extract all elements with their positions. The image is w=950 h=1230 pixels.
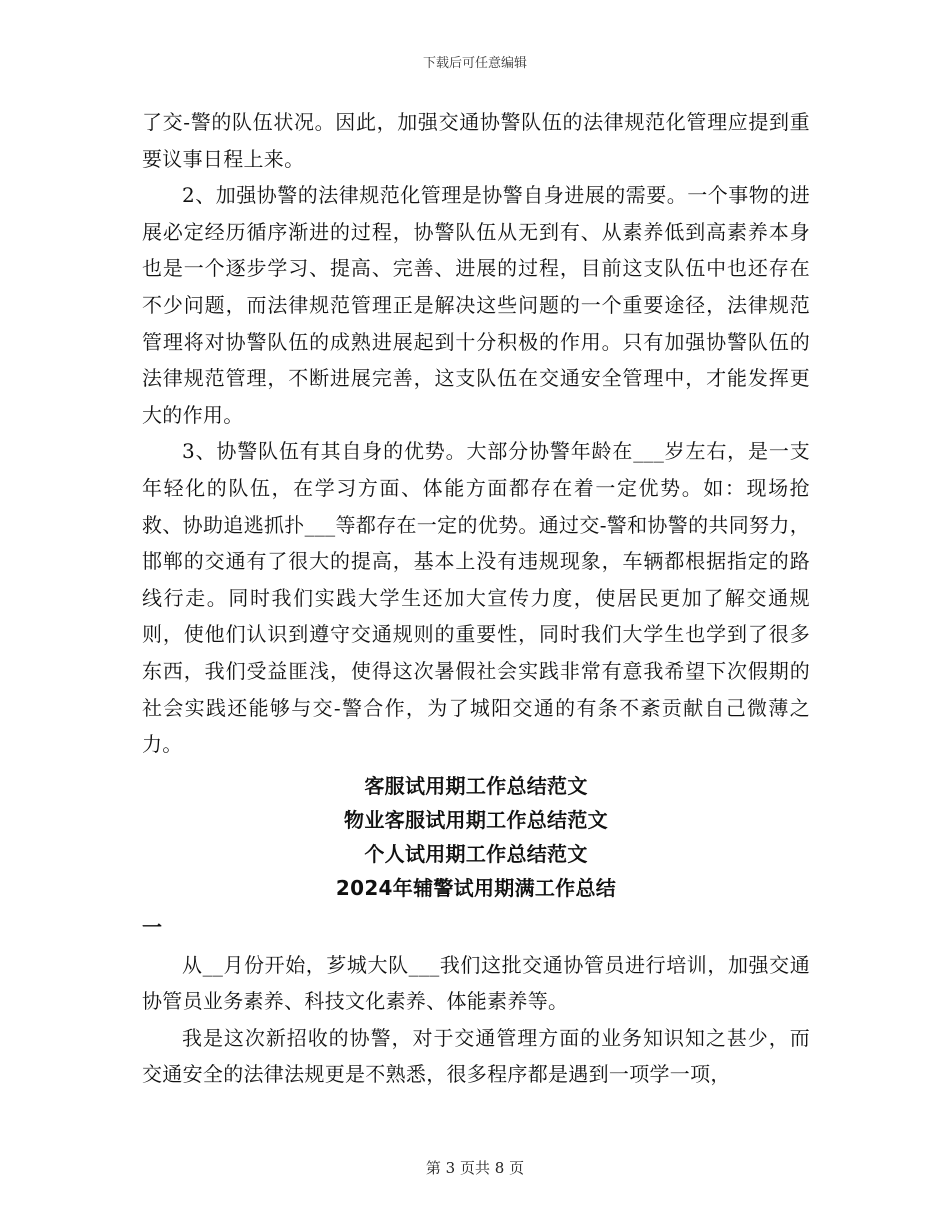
related-title: 个人试用期工作总结范文 [364,841,588,866]
paragraph: 了交-警的队伍状况。因此，加强交通协警队伍的法律规范化管理应提到重要议事日程上来。 [142,110,810,171]
section-marker: 一 [142,914,163,939]
page-footer: 第 3 页共 8 页 [425,1159,525,1177]
related-titles [142,769,810,905]
paragraph: 我是这次新招收的协警，对于交通管理方面的业务知识知之甚少，而交通安全的法律法规更是不熟悉，很多程序都是遇到一项学一项， [142,1025,810,1087]
paragraph: 从__月份开始，芗城大队___我们这批交通协管员进行培训，加强交通协管员业务素养、科技文化素养、体能素养等。 [142,952,810,1014]
paragraph: 2、加强协警的法律规范化管理是协警自身进展的需要。一个事物的进展必定经历循序渐进的过程，协警队伍从无到有、从素养低到高素养本身也是一个逐步学习、提高、完善、进展的过程，目前这支队伍中也还存在不少问题，而法律规范管理正是解决这些问题的一个重要途径，法律规范管理将对协警队伍的成熟进展起到十分积极的作用。只有加强协警队伍的法律规范管理，不断进展完善，这支队伍在交通安全管理中，才能发挥更大的作用。 [142,183,810,427]
page-header: 下载后可任意编辑 [422,56,527,71]
paragraphs-bottom [142,947,810,1093]
related-title: 物业客服试用期工作总结范文 [344,807,608,832]
related-title: 客服试用期工作总结范文 [364,773,588,798]
paragraphs-top [142,104,810,763]
related-title: 2024年辅警试用期满工作总结 [335,875,617,900]
paragraph: 3、协警队伍有其自身的优势。大部分协警年龄在___岁左右，是一支年轻化的队伍，在学习方面、体能方面都存在着一定优势。如：现场抢救、协助追逃抓扑___等都存在一定的优势。通过交-警和协警的共同努力，邯郸的交通有了很大的提高，基本上没有违规现象，车辆都根据指定的路线行走。同时我们实践大学生还加大宣传力度，使居民更加了解交通规则，使他们认识到遵守交通规则的重要性，同时我们大学生也学到了很多东西，我们受益匪浅，使得这次暑假社会实践非常有意我希望下次假期的社会实践还能够与交-警合作，为了城阳交通的有条不紊贡献自己微薄之力。 [142,439,810,757]
document-body [142,104,810,1093]
